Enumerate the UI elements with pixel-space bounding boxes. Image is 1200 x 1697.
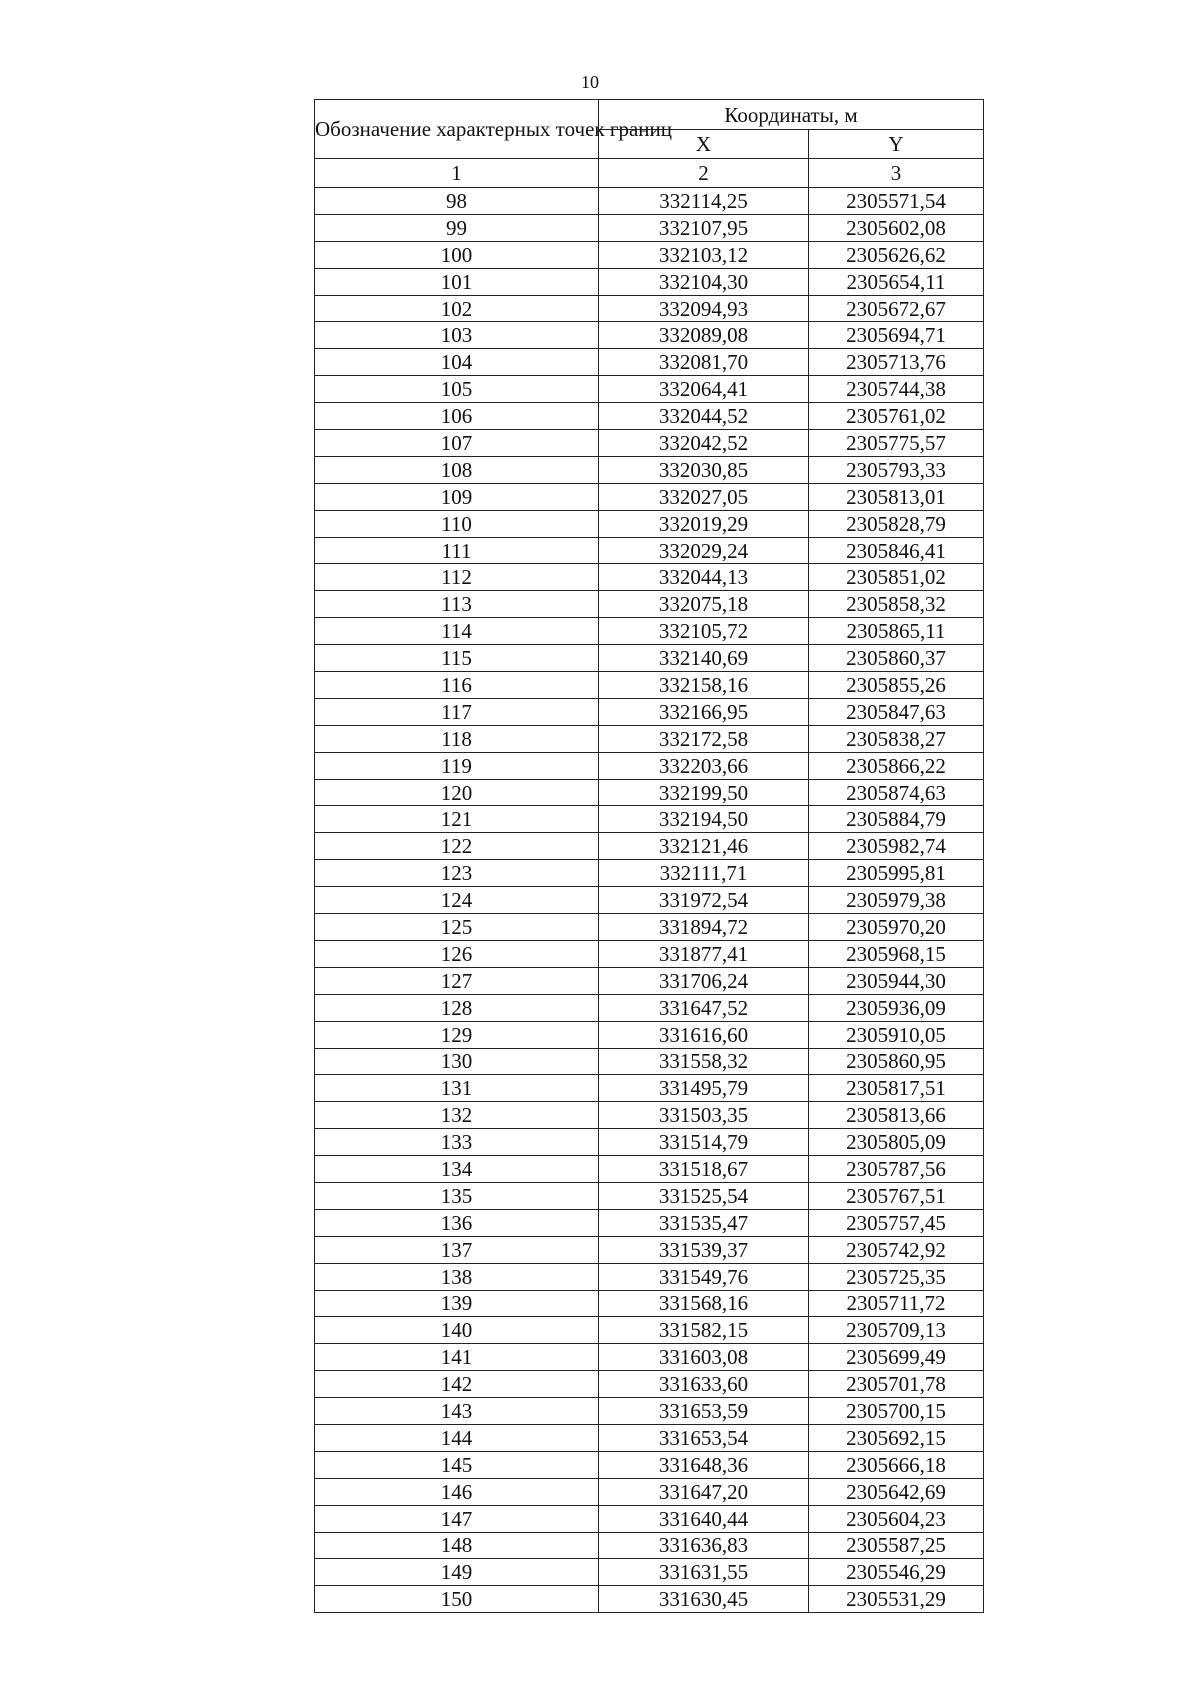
- point-number-cell: 109: [315, 483, 599, 510]
- table-row: [315, 537, 984, 564]
- page-number: 10: [581, 72, 599, 92]
- y-coordinate-cell: 2305793,33: [809, 456, 984, 483]
- point-number-cell: 141: [315, 1344, 599, 1371]
- x-coordinate-cell: 332172,58: [599, 725, 809, 752]
- x-coordinate-cell: 332081,70: [599, 349, 809, 376]
- table-row: [315, 349, 984, 376]
- point-number-cell: 98: [315, 188, 599, 215]
- x-coordinate-cell: 332105,72: [599, 618, 809, 645]
- x-coordinate-cell: 331495,79: [599, 1075, 809, 1102]
- point-number-cell: 120: [315, 779, 599, 806]
- y-coordinate-cell: 2305672,67: [809, 295, 984, 322]
- y-coordinate-cell: 2305787,56: [809, 1156, 984, 1183]
- y-coordinate-cell: 2305713,76: [809, 349, 984, 376]
- y-coordinate-cell: 2305866,22: [809, 752, 984, 779]
- y-coordinate-cell: 2305701,78: [809, 1371, 984, 1398]
- x-coordinate-cell: 332042,52: [599, 430, 809, 457]
- x-coordinate-cell: 331616,60: [599, 1021, 809, 1048]
- table-row: [315, 1075, 984, 1102]
- x-coordinate-cell: 331503,35: [599, 1102, 809, 1129]
- x-coordinate-cell: 331636,83: [599, 1532, 809, 1559]
- table-row: [315, 806, 984, 833]
- table-row: [315, 1532, 984, 1559]
- y-coordinate-cell: 2305761,02: [809, 403, 984, 430]
- table-row: [315, 940, 984, 967]
- y-coordinate-cell: 2305546,29: [809, 1559, 984, 1586]
- x-coordinate-cell: 332027,05: [599, 483, 809, 510]
- x-coordinate-cell: 332029,24: [599, 537, 809, 564]
- header-coordinates: Координаты, м: [599, 100, 984, 130]
- point-number-cell: 130: [315, 1048, 599, 1075]
- table-row: [315, 1586, 984, 1613]
- point-number-cell: 101: [315, 268, 599, 295]
- point-number-cell: 103: [315, 322, 599, 349]
- table-row: [315, 1048, 984, 1075]
- y-coordinate-cell: 2305860,95: [809, 1048, 984, 1075]
- x-coordinate-cell: 331894,72: [599, 914, 809, 941]
- table-row: [315, 456, 984, 483]
- y-coordinate-cell: 2305531,29: [809, 1586, 984, 1613]
- y-coordinate-cell: 2305813,01: [809, 483, 984, 510]
- point-number-cell: 126: [315, 940, 599, 967]
- x-coordinate-cell: 331877,41: [599, 940, 809, 967]
- table-row: [315, 752, 984, 779]
- point-number-cell: 113: [315, 591, 599, 618]
- table-row: [315, 618, 984, 645]
- x-coordinate-cell: 332203,66: [599, 752, 809, 779]
- y-coordinate-cell: 2305587,25: [809, 1532, 984, 1559]
- y-coordinate-cell: 2305817,51: [809, 1075, 984, 1102]
- table-row: [315, 698, 984, 725]
- x-coordinate-cell: 331647,52: [599, 994, 809, 1021]
- table-row: [315, 860, 984, 887]
- y-coordinate-cell: 2305694,71: [809, 322, 984, 349]
- y-coordinate-cell: 2305571,54: [809, 188, 984, 215]
- y-coordinate-cell: 2305884,79: [809, 806, 984, 833]
- y-coordinate-cell: 2305626,62: [809, 241, 984, 268]
- point-number-cell: 147: [315, 1505, 599, 1532]
- x-coordinate-cell: 332064,41: [599, 376, 809, 403]
- y-coordinate-cell: 2305847,63: [809, 698, 984, 725]
- point-number-cell: 136: [315, 1209, 599, 1236]
- x-coordinate-cell: 331633,60: [599, 1371, 809, 1398]
- y-coordinate-cell: 2305846,41: [809, 537, 984, 564]
- point-number-cell: 122: [315, 833, 599, 860]
- table-row: [315, 967, 984, 994]
- x-coordinate-cell: 331539,37: [599, 1236, 809, 1263]
- y-coordinate-cell: 2305995,81: [809, 860, 984, 887]
- table-row: [315, 1021, 984, 1048]
- x-coordinate-cell: 331549,76: [599, 1263, 809, 1290]
- point-number-cell: 140: [315, 1317, 599, 1344]
- table-row: [315, 430, 984, 457]
- y-coordinate-cell: 2305860,37: [809, 645, 984, 672]
- y-coordinate-cell: 2305604,23: [809, 1505, 984, 1532]
- x-coordinate-cell: 331648,36: [599, 1451, 809, 1478]
- x-coordinate-cell: 331514,79: [599, 1129, 809, 1156]
- table-row: [315, 779, 984, 806]
- y-coordinate-cell: 2305805,09: [809, 1129, 984, 1156]
- point-number-cell: 100: [315, 241, 599, 268]
- x-coordinate-cell: 331558,32: [599, 1048, 809, 1075]
- point-number-cell: 112: [315, 564, 599, 591]
- y-coordinate-cell: 2305968,15: [809, 940, 984, 967]
- table-body: [315, 188, 984, 1613]
- y-coordinate-cell: 2305742,92: [809, 1236, 984, 1263]
- table-row: [315, 1129, 984, 1156]
- point-number-cell: 132: [315, 1102, 599, 1129]
- point-number-cell: 129: [315, 1021, 599, 1048]
- x-coordinate-cell: 332121,46: [599, 833, 809, 860]
- y-coordinate-cell: 2305982,74: [809, 833, 984, 860]
- x-coordinate-cell: 332075,18: [599, 591, 809, 618]
- table-row: [315, 403, 984, 430]
- table-row: [315, 914, 984, 941]
- y-coordinate-cell: 2305699,49: [809, 1344, 984, 1371]
- x-coordinate-cell: 332103,12: [599, 241, 809, 268]
- table-row: [315, 376, 984, 403]
- point-number-cell: 108: [315, 456, 599, 483]
- x-coordinate-cell: 332019,29: [599, 510, 809, 537]
- x-coordinate-cell: 331582,15: [599, 1317, 809, 1344]
- table-row: [315, 241, 984, 268]
- table-row: [315, 1102, 984, 1129]
- point-number-cell: 118: [315, 725, 599, 752]
- x-coordinate-cell: 332044,52: [599, 403, 809, 430]
- header-point-designation: Обозначение характерных точек границ: [315, 100, 599, 159]
- point-number-cell: 115: [315, 645, 599, 672]
- point-number-cell: 133: [315, 1129, 599, 1156]
- table-row: [315, 1371, 984, 1398]
- point-number-cell: 119: [315, 752, 599, 779]
- y-coordinate-cell: 2305970,20: [809, 914, 984, 941]
- table-row: [315, 994, 984, 1021]
- point-number-cell: 105: [315, 376, 599, 403]
- point-number-cell: 145: [315, 1451, 599, 1478]
- y-coordinate-cell: 2305744,38: [809, 376, 984, 403]
- y-coordinate-cell: 2305654,11: [809, 268, 984, 295]
- point-number-cell: 128: [315, 994, 599, 1021]
- point-number-cell: 123: [315, 860, 599, 887]
- table-row: [315, 1398, 984, 1425]
- table-row: [315, 1209, 984, 1236]
- table-row: [315, 214, 984, 241]
- table-row: [315, 1559, 984, 1586]
- y-coordinate-cell: 2305936,09: [809, 994, 984, 1021]
- table-row: [315, 1478, 984, 1505]
- point-number-cell: 114: [315, 618, 599, 645]
- table-row: [315, 833, 984, 860]
- table-row: [315, 1236, 984, 1263]
- x-coordinate-cell: 331568,16: [599, 1290, 809, 1317]
- x-coordinate-cell: 331972,54: [599, 887, 809, 914]
- y-coordinate-cell: 2305813,66: [809, 1102, 984, 1129]
- point-number-cell: 106: [315, 403, 599, 430]
- y-coordinate-cell: 2305775,57: [809, 430, 984, 457]
- x-coordinate-cell: 332140,69: [599, 645, 809, 672]
- x-coordinate-cell: 332030,85: [599, 456, 809, 483]
- y-coordinate-cell: 2305855,26: [809, 672, 984, 699]
- coordinates-table: [314, 99, 984, 1613]
- x-coordinate-cell: 332089,08: [599, 322, 809, 349]
- x-coordinate-cell: 332114,25: [599, 188, 809, 215]
- point-number-cell: 116: [315, 672, 599, 699]
- table-row: [315, 268, 984, 295]
- header-x: X: [599, 130, 809, 159]
- header-col-number-3: 3: [809, 159, 984, 188]
- x-coordinate-cell: 332107,95: [599, 214, 809, 241]
- point-number-cell: 149: [315, 1559, 599, 1586]
- x-coordinate-cell: 331525,54: [599, 1182, 809, 1209]
- x-coordinate-cell: 331706,24: [599, 967, 809, 994]
- x-coordinate-cell: 331640,44: [599, 1505, 809, 1532]
- y-coordinate-cell: 2305910,05: [809, 1021, 984, 1048]
- table-row: [315, 591, 984, 618]
- point-number-cell: 104: [315, 349, 599, 376]
- point-number-cell: 102: [315, 295, 599, 322]
- point-number-cell: 121: [315, 806, 599, 833]
- x-coordinate-cell: 331603,08: [599, 1344, 809, 1371]
- x-coordinate-cell: 331653,59: [599, 1398, 809, 1425]
- x-coordinate-cell: 331631,55: [599, 1559, 809, 1586]
- table-row: [315, 1263, 984, 1290]
- point-number-cell: 127: [315, 967, 599, 994]
- table-row: [315, 645, 984, 672]
- y-coordinate-cell: 2305692,15: [809, 1424, 984, 1451]
- table-row: [315, 1182, 984, 1209]
- table-row: [315, 887, 984, 914]
- point-number-cell: 146: [315, 1478, 599, 1505]
- y-coordinate-cell: 2305666,18: [809, 1451, 984, 1478]
- y-coordinate-cell: 2305828,79: [809, 510, 984, 537]
- header-col-number-1: 1: [315, 159, 599, 188]
- x-coordinate-cell: 331535,47: [599, 1209, 809, 1236]
- x-coordinate-cell: 331518,67: [599, 1156, 809, 1183]
- point-number-cell: 142: [315, 1371, 599, 1398]
- table-row: [315, 483, 984, 510]
- y-coordinate-cell: 2305642,69: [809, 1478, 984, 1505]
- header-col-number-2: 2: [599, 159, 809, 188]
- table-row: [315, 1156, 984, 1183]
- y-coordinate-cell: 2305767,51: [809, 1182, 984, 1209]
- point-number-cell: 110: [315, 510, 599, 537]
- x-coordinate-cell: 332094,93: [599, 295, 809, 322]
- point-number-cell: 139: [315, 1290, 599, 1317]
- point-number-cell: 144: [315, 1424, 599, 1451]
- y-coordinate-cell: 2305858,32: [809, 591, 984, 618]
- x-coordinate-cell: 332111,71: [599, 860, 809, 887]
- y-coordinate-cell: 2305851,02: [809, 564, 984, 591]
- point-number-cell: 134: [315, 1156, 599, 1183]
- y-coordinate-cell: 2305979,38: [809, 887, 984, 914]
- point-number-cell: 124: [315, 887, 599, 914]
- point-number-cell: 117: [315, 698, 599, 725]
- table-row: [315, 564, 984, 591]
- table-row: [315, 1424, 984, 1451]
- y-coordinate-cell: 2305725,35: [809, 1263, 984, 1290]
- table-row: [315, 1505, 984, 1532]
- y-coordinate-cell: 2305711,72: [809, 1290, 984, 1317]
- table-row: [315, 295, 984, 322]
- point-number-cell: 138: [315, 1263, 599, 1290]
- point-number-cell: 111: [315, 537, 599, 564]
- x-coordinate-cell: 332104,30: [599, 268, 809, 295]
- table-row: [315, 1290, 984, 1317]
- point-number-cell: 150: [315, 1586, 599, 1613]
- y-coordinate-cell: 2305865,11: [809, 618, 984, 645]
- table-row: [315, 188, 984, 215]
- x-coordinate-cell: 332044,13: [599, 564, 809, 591]
- table-row: [315, 1451, 984, 1478]
- point-number-cell: 131: [315, 1075, 599, 1102]
- y-coordinate-cell: 2305838,27: [809, 725, 984, 752]
- table-row: [315, 510, 984, 537]
- table-row: [315, 322, 984, 349]
- header-y: Y: [809, 130, 984, 159]
- x-coordinate-cell: 331630,45: [599, 1586, 809, 1613]
- y-coordinate-cell: 2305874,63: [809, 779, 984, 806]
- table-row: [315, 1317, 984, 1344]
- x-coordinate-cell: 332166,95: [599, 698, 809, 725]
- y-coordinate-cell: 2305700,15: [809, 1398, 984, 1425]
- x-coordinate-cell: 331653,54: [599, 1424, 809, 1451]
- table-row: [315, 725, 984, 752]
- y-coordinate-cell: 2305709,13: [809, 1317, 984, 1344]
- y-coordinate-cell: 2305944,30: [809, 967, 984, 994]
- point-number-cell: 99: [315, 214, 599, 241]
- point-number-cell: 107: [315, 430, 599, 457]
- x-coordinate-cell: 332199,50: [599, 779, 809, 806]
- table-row: [315, 1344, 984, 1371]
- x-coordinate-cell: 332158,16: [599, 672, 809, 699]
- x-coordinate-cell: 331647,20: [599, 1478, 809, 1505]
- table-row: [315, 672, 984, 699]
- point-number-cell: 148: [315, 1532, 599, 1559]
- point-number-cell: 125: [315, 914, 599, 941]
- y-coordinate-cell: 2305602,08: [809, 214, 984, 241]
- point-number-cell: 143: [315, 1398, 599, 1425]
- x-coordinate-cell: 332194,50: [599, 806, 809, 833]
- y-coordinate-cell: 2305757,45: [809, 1209, 984, 1236]
- point-number-cell: 137: [315, 1236, 599, 1263]
- point-number-cell: 135: [315, 1182, 599, 1209]
